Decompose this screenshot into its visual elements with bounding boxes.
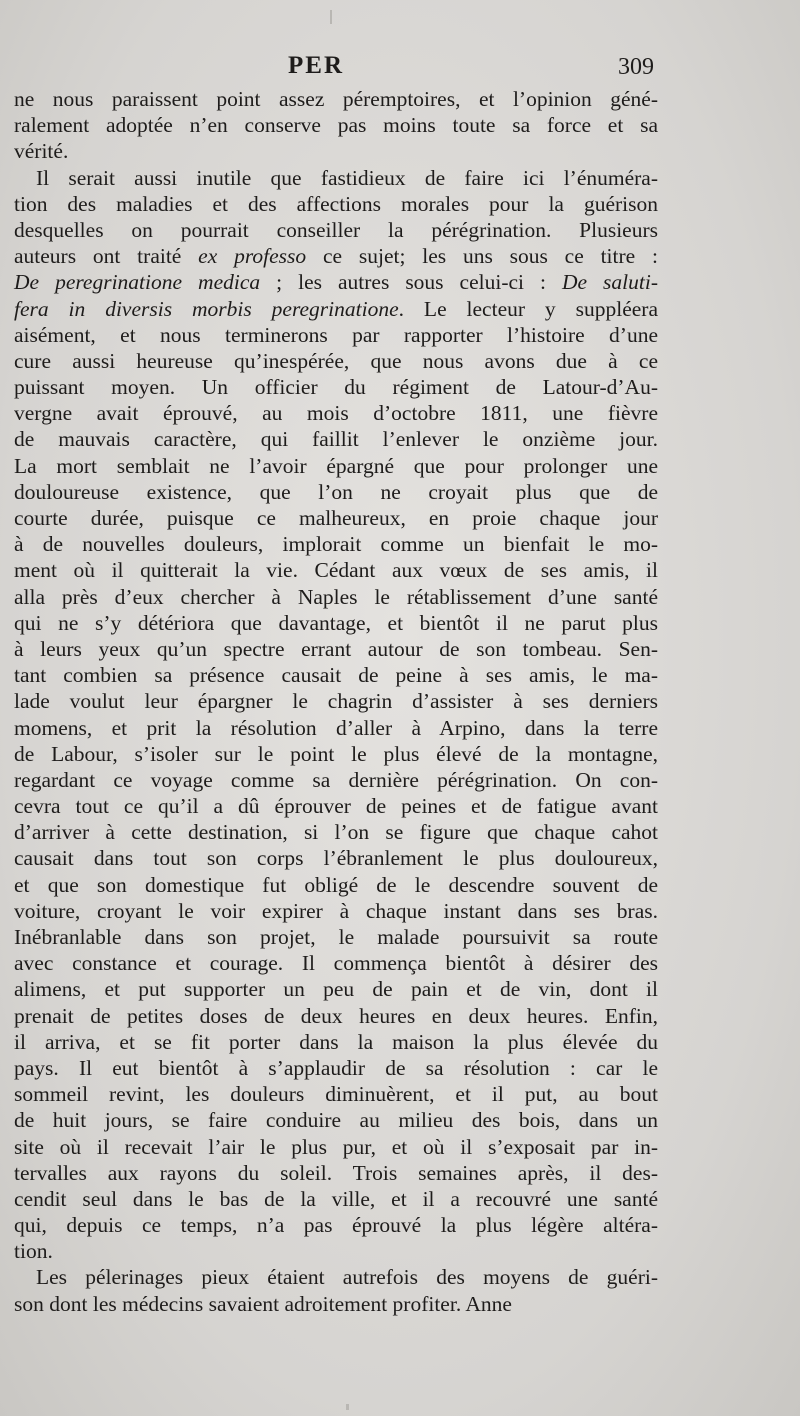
text-line: fera in diversis morbis peregrinatione. Le lecteur y suppléera [14,296,658,321]
text-line: avec constance et courage. Il commença bientôt à désirer des [14,951,658,976]
text-line: et que son domestique fut obligé de le descendre souvent de [14,872,658,897]
running-head: PER [288,52,344,79]
text-line: ment où il quitterait la vie. Cédant aux vœux de ses amis, il [14,558,658,583]
text-line: cure aussi heureuse qu’inespérée, que nous avons due à ce [14,348,658,373]
text-line: qui, depuis ce temps, n’a pas éprouvé la plus légère altéra- [14,1213,658,1238]
paper-speck [346,1404,349,1410]
text-line: de mauvais caractère, qui faillit l’enlever le onzième jour. [14,427,658,452]
text-line: Il serait aussi inutile que fastidieux de faire ici l’énuméra- [36,165,658,190]
text-line: cendit seul dans le bas de la ville, et il a recouvré une santé [14,1186,658,1211]
text-line: causait dans tout son corps l’ébranlement le plus douloureux, [14,846,658,871]
text-line: tion des maladies et des affections morales pour la guérison [14,191,658,216]
text-line: voiture, croyant le voir expirer à chaque instant dans ses bras. [14,898,658,923]
text-line: courte durée, puisque ce malheureux, en proie chaque jour [14,506,658,530]
page-number: 309 [618,54,654,80]
paper-speck [330,10,332,24]
text-line: vergne avait éprouvé, au mois d’octobre 1811, une fièvre [14,401,658,426]
text-line: aisément, et nous terminerons par rapporter l’histoire d’une [14,322,658,347]
text-line: vérité. [14,139,69,164]
text-line: de huit jours, se faire conduire au milieu des bois, dans un [14,1108,658,1133]
text-line: à de nouvelles douleurs, implorait comme un bienfait le mo- [14,532,658,557]
text-line: regardant ce voyage comme sa dernière pérégrination. On con- [14,767,658,792]
text-line: pays. Il eut bientôt à s’applaudir de sa résolution : car le [14,1055,658,1080]
text-line: alla près d’eux chercher à Naples le rétablissement d’une santé [14,584,658,609]
text-line: ne nous paraissent point assez péremptoires, et l’opinion géné- [14,87,658,111]
text-line: de Labour, s’isoler sur le point le plus élevé de la montagne, [14,741,658,766]
text-line: alimens, et put supporter un peu de pain et de vin, dont il [14,977,658,1002]
text-line: douloureuse existence, que l’on ne croyait plus que de [14,479,658,504]
text-line: ralement adoptée n’en conserve pas moins toute sa force et sa [14,113,658,138]
text-line: à leurs yeux qu’un spectre errant autour de son tombeau. Sen- [14,636,658,661]
text-line: lade voulut leur épargner le chagrin d’assister à ses derniers [14,689,658,714]
text-line: De peregrinatione medica ; les autres sous celui-ci : De saluti- [14,270,658,295]
text-line: sommeil revint, les douleurs diminuèrent, et il put, au bout [14,1082,658,1107]
text-line: La mort semblait ne l’avoir épargné que pour prolonger une [14,453,658,478]
text-line: site où il recevait l’air le plus pur, et où il s’exposait par in- [14,1134,658,1159]
text-line: Les pélerinages pieux étaient autrefois des moyens de guéri- [36,1265,658,1290]
text-line: tion. [14,1239,53,1264]
text-line: auteurs ont traité ex professo ce sujet; les uns sous ce titre : [14,244,658,269]
text-line: il arriva, et se fit porter dans la maison la plus élevée du [14,1029,658,1054]
body-text [14,86,658,1317]
text-line: Inébranlable dans son projet, le malade poursuivit sa route [14,925,658,949]
text-line: momens, et prit la résolution d’aller à Arpino, dans la terre [14,715,658,740]
text-line: tervalles aux rayons du soleil. Trois semaines après, il des- [14,1160,658,1185]
text-line: qui ne s’y détériora que davantage, et bientôt il ne parut plus [14,610,658,635]
text-line: tant combien sa présence causait de peine à ses amis, le ma- [14,663,658,688]
text-line: desquelles on pourrait conseiller la pérégrination. Plusieurs [14,217,658,242]
text-line: son dont les médecins savaient adroitement profiter. Anne [14,1291,512,1316]
text-line: puissant moyen. Un officier du régiment de Latour-d’Au- [14,375,658,400]
page-header [0,52,800,86]
text-line: prenait de petites doses de deux heures en deux heures. Enfin, [14,1003,658,1028]
text-line: d’arriver à cette destination, si l’on se figure que chaque cahot [14,820,658,845]
text-line: cevra tout ce qu’il a dû éprouver de peines et de fatigue avant [14,794,658,819]
